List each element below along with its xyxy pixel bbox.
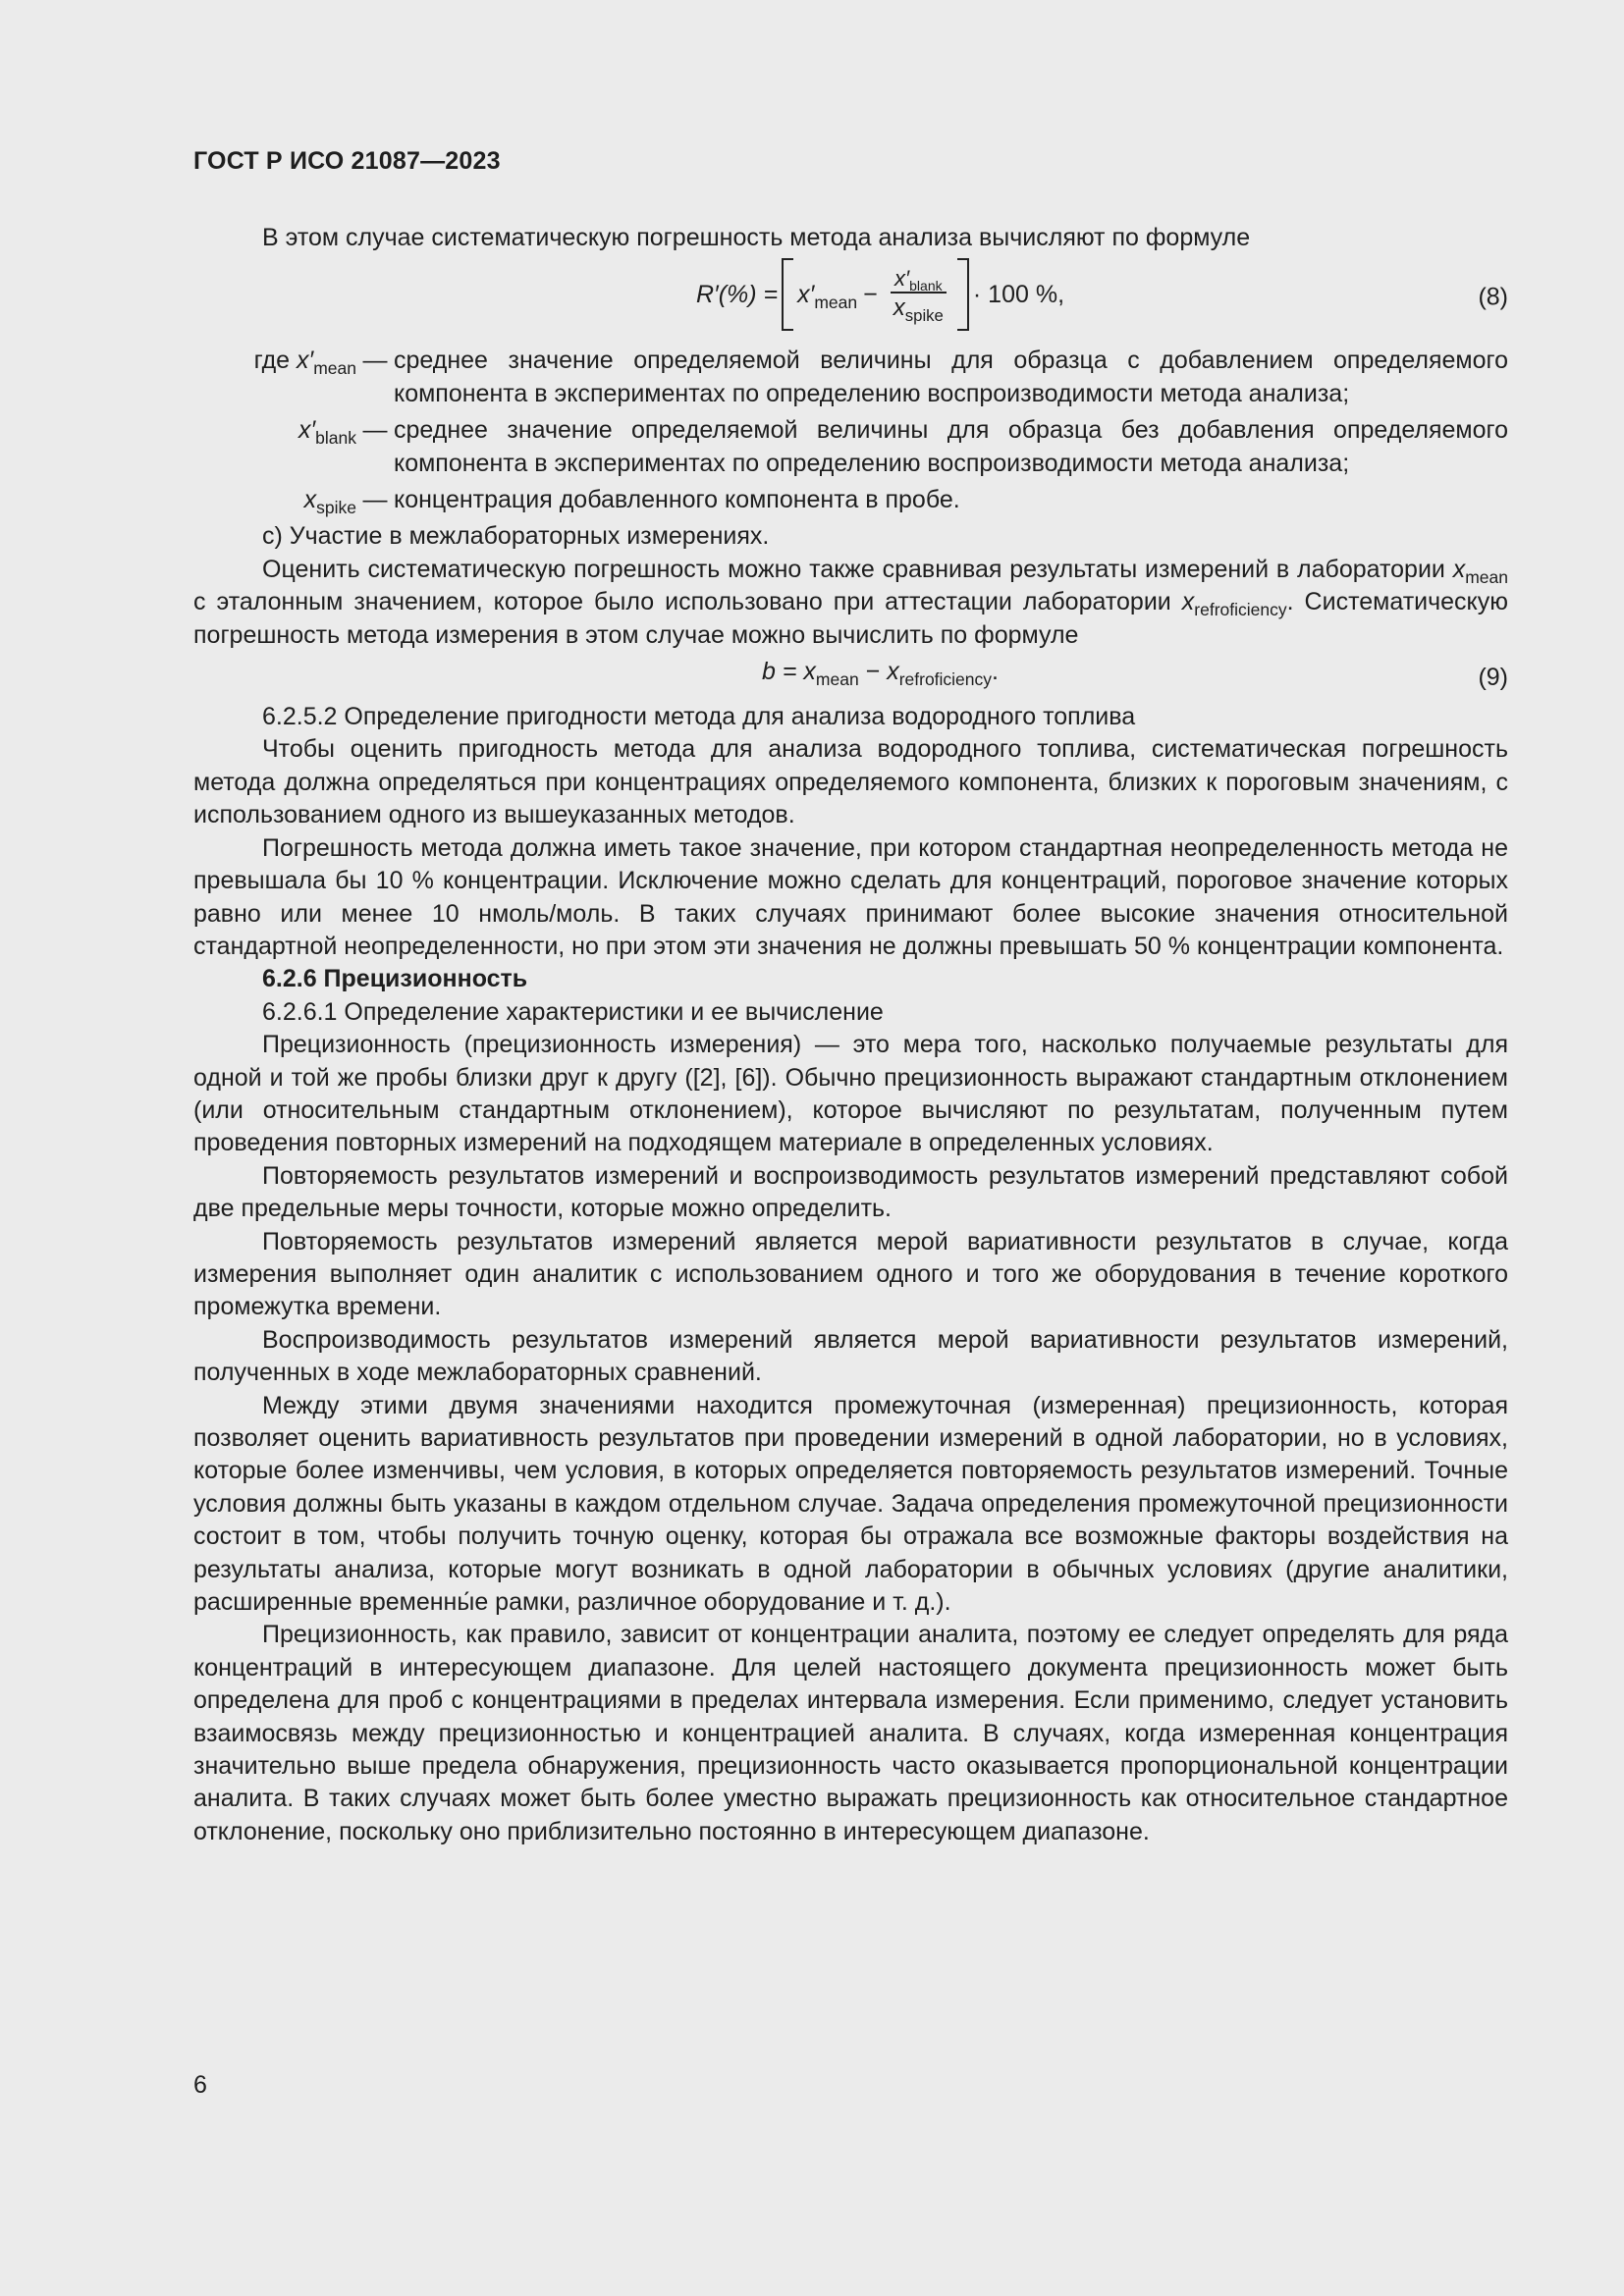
formula-8-bracket-right [957,258,969,331]
formula-9-number: (9) [1478,664,1508,692]
page-number: 6 [193,2071,207,2099]
paragraph: Воспроизводимость результатов измерений является мерой вариативности результатов измерений, полученных в ходе межлабораторных сравнений. [193,1325,1508,1387]
formula-8-number: (8) [1478,283,1508,311]
formula-8-minus: − [863,280,878,308]
definition-item [193,484,1508,516]
paragraph: Повторяемость результатов измерений является мерой вариативности результатов в случае, когда измерения выполняет один аналитик с использованием одного и того же оборудования в течение короткого промежутка времени. [193,1227,1508,1321]
paragraph-interlab: Оценить систематическую погрешность можно также сравнивая результаты измерений в лаборатории $x_{mean}$ с эталонным значением, которое было использовано при аттестации лаборатории $x_{refroficiency}$. Систематическую погрешность метода измерения в этом случае можно вычислить по формуле [193,555,1509,649]
paragraph: Прецизионность (прецизионность измерения) — это мера того, насколько получаемые результаты для одной и той же пробы близки друг к другу ([2], [6]). Обычно прецизионность выражают стандартным отклонением (или относительным стандартным отклонением), которое вычисляют по результатам, полученным путем проведения повторных измерений на подходящем материале в определенных условиях. [193,1031,1508,1157]
definitions-list [193,345,1508,516]
formula-8 [193,258,1508,337]
definition-text: концентрация добавленного компонента в пробе. [394,486,960,514]
definition-item [193,414,1508,484]
formula-8-xmean: $x'_{mean}$ [797,280,858,312]
paragraph: Чтобы оценить пригодность метода для анализа водородного топлива, систематическая погрешность метода должна определяться при концентрациях определяемого компонента, близких к пороговым значениям, с использованием одного из вышеуказанных методов. [193,735,1508,829]
paragraph: Прецизионность, как правило, зависит от концентрации аналита, поэтому ее следует определять для ряда концентраций в интересующем диапазоне. Для целей настоящего документа прецизионность может быть определена для проб с концентрациями в пределах интервала измерения. Если применимо, следует установить взаимосвязь между прецизионностью и концентрацией аналита. В случаях, когда измеренная концентрация значительно выше предела обнаружения, прецизионность часто оказывается пропорциональной концентрации аналита. В таких случаях может быть более уместно выражать прецизионность как относительное стандартное отклонение, поскольку оно приблизительно постоянно в интересующем диапазоне. [193,1621,1508,1845]
heading-6-2-6-1: 6.2.6.1 Определение характеристики и ее вычисление [262,997,884,1026]
definition-text: среднее значение определяемой величины для образца с добавлением определяемого компонента в экспериментах по определению воспроизводимости метода анализа; [394,347,1508,407]
formula-8-numerator: $x'_{blank}$ [891,266,947,294]
formula-8-bracket-left [782,258,793,331]
heading-6-2-5-2: 6.2.5.2 Определение пригодности метода для анализа водородного топлива [262,703,1136,731]
paragraph: Повторяемость результатов измерений и воспроизводимость результатов измерений представляют собой две предельные меры точности, которые можно определить. [193,1161,1508,1223]
formula-8-lhs: R′(%) = [695,280,779,308]
definition-dash: — [362,486,388,514]
page-content [193,222,1508,1848]
definition-symbol: $x'_{blank}$ [298,416,356,449]
paragraph: Между этими двумя значениями находится промежуточная (измеренная) прецизионность, которая позволяет оценить вариативность результатов при проведении измерений в одной лаборатории, но в условиях, которые более изменчивы, чем условия, в которых определяется повторяемость результатов измерений. Точные условия должны быть указаны в каждом отдельном случае. Задача определения промежуточной прецизионности состоит в том, чтобы получить точную оценку, которая бы отражала все возможные факторы воздействия на результаты анализа, которые могут возникать в одной лаборатории в обычных условиях (другие аналитики, расширенные временны́е рамки, различное оборудование и т. д.). [193,1391,1508,1617]
definition-item [193,345,1508,414]
formula-8-denominator: $x_{spike}$ [893,294,944,326]
formula-8-tail: · 100 %, [972,280,1065,308]
list-item-c: c) Участие в межлабораторных измерениях. [262,522,770,551]
definition-symbol: где $x'_{mean}$ [253,347,356,379]
formula-9 [193,656,1508,699]
formula-9-body: $b = x_{mean} - x_{refroficiency}$. [762,658,999,690]
definition-symbol: $x_{spike}$ [303,486,356,518]
intro-paragraph: В этом случае систематическую погрешность метода анализа вычисляют по формуле [262,224,1251,251]
heading-6-2-6: 6.2.6 Прецизионность [262,965,528,993]
formula-8-fraction [890,266,947,326]
document-header: ГОСТ Р ИСО 21087—2023 [193,147,501,175]
definition-text: среднее значение определяемой величины для образца без добавления определяемого компонента в экспериментах по определению воспроизводимости метода анализа; [394,416,1508,477]
definition-dash: — [362,347,388,375]
formula-8-body [193,258,1508,331]
paragraph: Погрешность метода должна иметь такое значение, при котором стандартная неопределенность метода не превышала бы 10 % концентрации. Исключение можно сделать для концентраций, пороговое значение которых равно или менее 10 нмоль/моль. В таких случаях принимают более высокие значения относительной стандартной неопределенности, но при этом эти значения не должны превышать 50 % концентрации компонента. [193,833,1508,960]
definition-dash: — [362,416,388,445]
